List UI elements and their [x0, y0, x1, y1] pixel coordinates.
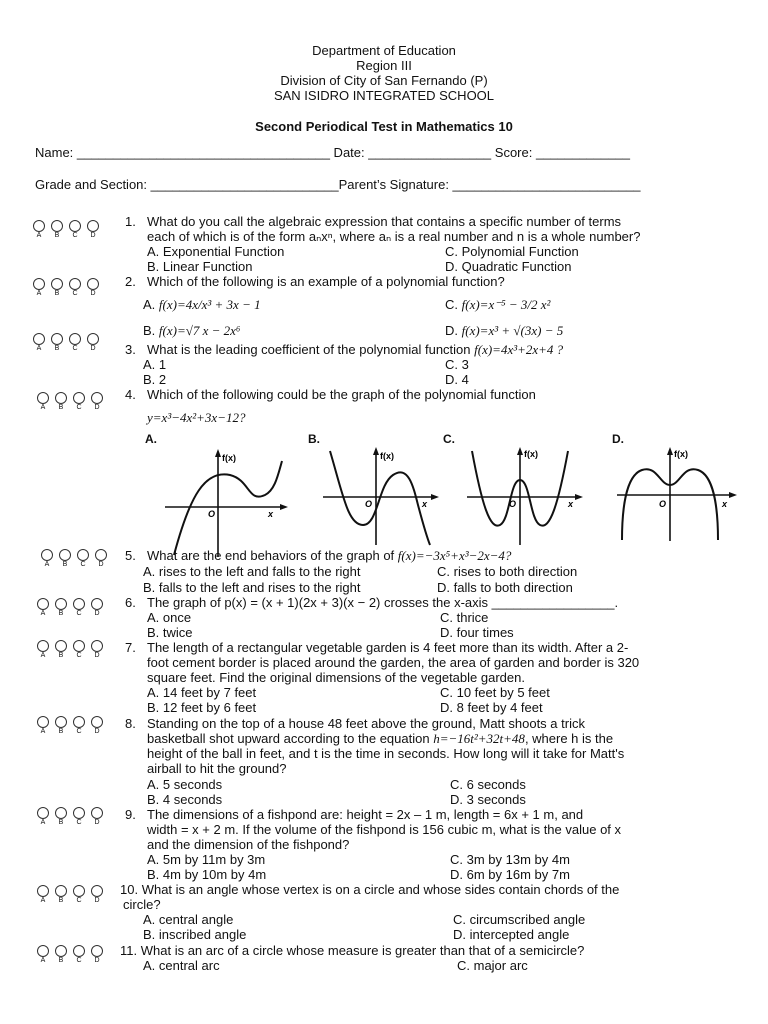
bubble-letter: D	[94, 404, 100, 411]
q1-option-d[interactable]: D. Quadratic Function	[445, 259, 572, 274]
bubble-letter: C	[80, 561, 86, 568]
question-10: 10. What is an angle whose vertex is on a circle and whose sides contain chords of the	[120, 882, 620, 897]
bubble-letter: D	[90, 290, 96, 297]
bubble-circle[interactable]	[87, 220, 99, 232]
bubble-letter: D	[94, 610, 100, 617]
answer-bubble[interactable]	[54, 807, 68, 827]
answer-bubble[interactable]	[68, 333, 82, 353]
q1-option-c[interactable]: C. Polynomial Function	[445, 244, 579, 259]
graph-c-x-label: x	[568, 499, 574, 509]
bubble-circle[interactable]	[95, 549, 107, 561]
q6-option-d[interactable]: D. four times	[440, 625, 514, 640]
bubble-letter: B	[54, 232, 60, 239]
question-8: 8. Standing on the top of a house 48 feet above the ground, Matt shoots a trick	[125, 716, 585, 731]
bubble-circle[interactable]	[69, 278, 81, 290]
bubble-circle[interactable]	[91, 598, 103, 610]
bubble-circle[interactable]	[73, 807, 85, 819]
bubble-letter: A	[40, 610, 46, 617]
bubble-circle[interactable]	[51, 278, 63, 290]
answer-bubbles-q10[interactable]	[36, 885, 104, 905]
bubble-circle[interactable]	[55, 640, 67, 652]
question-8-line2: basketball shot upward according to the equation h=−16t²+32t+48, where h is the	[147, 731, 614, 746]
answer-bubble[interactable]	[54, 392, 68, 412]
question-8-line3: height of the ball in feet, and t is the time in seconds. How long will it take for Matt's	[147, 746, 625, 761]
bubble-circle[interactable]	[91, 807, 103, 819]
q2-option-a-expr: f(x)=4x/x³ + 3x − 1	[158, 297, 261, 312]
q9-option-b[interactable]: B. 4m by 10m by 4m	[147, 867, 267, 882]
q10-option-b[interactable]: B. inscribed angle	[143, 927, 247, 942]
bubble-circle[interactable]	[87, 278, 99, 290]
q5-option-d[interactable]: D. falls to both direction	[437, 580, 573, 595]
bubble-letter: C	[76, 652, 82, 659]
q8-option-c[interactable]: C. 6 seconds	[450, 777, 526, 792]
answer-bubbles-q4[interactable]	[36, 392, 104, 412]
answer-bubble[interactable]	[86, 278, 100, 298]
question-9-line2: width = x + 2 m. If the volume of the fishpond is 156 cubic m, what is the value of x	[147, 822, 622, 837]
q3-option-d[interactable]: D. 4	[445, 372, 469, 387]
bubble-letter: C	[72, 232, 78, 239]
header-division: Division of City of San Fernando (P)	[280, 73, 488, 88]
header-department: Department of Education	[312, 43, 456, 58]
answer-bubbles-q9[interactable]	[36, 807, 104, 827]
bubble-letter: D	[98, 561, 104, 568]
q4-function-expr: y=x³−4x²+3x−12?	[147, 410, 246, 425]
q9-option-c[interactable]: C. 3m by 13m by 4m	[450, 852, 570, 867]
bubble-circle[interactable]	[51, 333, 63, 345]
q4-graph-b[interactable]	[318, 445, 443, 550]
answer-bubble[interactable]	[72, 885, 86, 905]
bubble-circle[interactable]	[73, 598, 85, 610]
graph-b-origin-label: O	[365, 499, 373, 509]
question-1: 1. What do you call the algebraic expression that contains a specific number of terms	[125, 214, 622, 229]
answer-bubbles-q7[interactable]	[36, 640, 104, 660]
bubble-circle[interactable]	[37, 945, 49, 957]
answer-bubble[interactable]	[36, 945, 50, 965]
q6-option-a[interactable]: A. once	[147, 610, 192, 625]
answer-bubble[interactable]	[50, 220, 64, 240]
bubble-letter: A	[40, 819, 46, 826]
bubble-circle[interactable]	[33, 278, 45, 290]
answer-bubbles-q11[interactable]	[36, 945, 104, 965]
bubble-circle[interactable]	[37, 716, 49, 728]
question-9: 9. The dimensions of a fishpond are: height = 2x – 1 m, length = 6x + 1 m, and	[125, 807, 584, 822]
answer-bubble[interactable]	[36, 640, 50, 660]
q4-graph-label-b[interactable]: B.	[308, 432, 320, 446]
answer-bubble[interactable]	[50, 278, 64, 298]
q7-option-d[interactable]: D. 8 feet by 4 feet	[440, 700, 543, 715]
answer-bubble[interactable]	[32, 220, 46, 240]
bubble-letter: C	[76, 819, 82, 826]
q8-option-a[interactable]: A. 5 seconds	[147, 777, 223, 792]
bubble-letter: B	[58, 404, 64, 411]
answer-bubble[interactable]	[36, 598, 50, 618]
grade-signature-line[interactable]: Grade and Section: __________________________Parent’s Signature: __________________________	[35, 177, 641, 192]
answer-bubble[interactable]	[90, 885, 104, 905]
bubble-letter: B	[54, 290, 60, 297]
bubble-circle[interactable]	[37, 640, 49, 652]
bubble-circle[interactable]	[77, 549, 89, 561]
bubble-circle[interactable]	[73, 640, 85, 652]
answer-bubble[interactable]	[72, 392, 86, 412]
bubble-circle[interactable]	[91, 640, 103, 652]
bubble-circle[interactable]	[55, 885, 67, 897]
bubble-letter: A	[40, 897, 46, 904]
bubble-letter: B	[58, 897, 64, 904]
q4-graph-label-c[interactable]: C.	[443, 432, 455, 446]
q6-option-c[interactable]: C. thrice	[440, 610, 489, 625]
header-region: Region III	[356, 58, 412, 73]
answer-bubble[interactable]	[54, 945, 68, 965]
bubble-circle[interactable]	[73, 885, 85, 897]
bubble-circle[interactable]	[91, 392, 103, 404]
bubble-letter: C	[76, 957, 82, 964]
answer-bubble[interactable]	[86, 333, 100, 353]
q2-option-c-expr: f(x)=x⁻⁵ − 3/2 x²	[461, 297, 551, 312]
answer-bubble[interactable]	[32, 278, 46, 298]
bubble-circle[interactable]	[33, 220, 45, 232]
answer-bubble[interactable]	[68, 220, 82, 240]
q3-option-c[interactable]: C. 3	[445, 357, 469, 372]
answer-bubble[interactable]	[36, 392, 50, 412]
bubble-letter: B	[54, 345, 60, 352]
bubble-letter: C	[76, 728, 82, 735]
bubble-circle[interactable]	[37, 885, 49, 897]
graph-d-x-label: x	[722, 499, 728, 509]
answer-bubbles-q2[interactable]	[32, 278, 100, 298]
bubble-letter: A	[36, 232, 42, 239]
answer-bubble[interactable]	[72, 640, 86, 660]
bubble-letter: A	[40, 728, 46, 735]
question-1-line2: each of which is of the form aₙxⁿ, where aₙ is a real number and n is a whole number?	[147, 229, 641, 244]
answer-bubble[interactable]	[90, 640, 104, 660]
answer-bubble[interactable]	[76, 549, 90, 569]
bubble-letter: C	[76, 610, 82, 617]
answer-bubbles-q6[interactable]	[36, 598, 104, 618]
answer-bubble[interactable]	[72, 807, 86, 827]
q8-option-d[interactable]: D. 3 seconds	[450, 792, 526, 807]
question-6: 6. The graph of p(x) = (x + 1)(2x + 3)(x − 2) crosses the x-axis _________________.	[125, 595, 619, 610]
bubble-circle[interactable]	[55, 716, 67, 728]
question-4: 4. Which of the following could be the graph of the polynomial function	[125, 387, 536, 402]
answer-bubble[interactable]	[90, 945, 104, 965]
bubble-letter: B	[58, 819, 64, 826]
answer-bubble[interactable]	[54, 640, 68, 660]
bubble-letter: B	[62, 561, 68, 568]
question-9-line3: and the dimension of the fishpond?	[147, 837, 350, 852]
graph-b-x-label: x	[422, 499, 428, 509]
q7-option-b[interactable]: B. 12 feet by 6 feet	[147, 700, 257, 715]
q2-option-a[interactable]: A. f(x)=4x/x³ + 3x − 1	[143, 297, 261, 312]
graph-a-x-label: x	[268, 509, 274, 519]
bubble-letter: C	[72, 345, 78, 352]
answer-bubble[interactable]	[90, 807, 104, 827]
bubble-letter: C	[72, 290, 78, 297]
bubble-letter: D	[94, 819, 100, 826]
q7-option-c[interactable]: C. 10 feet by 5 feet	[440, 685, 550, 700]
q1-option-a[interactable]: A. Exponential Function	[147, 244, 285, 259]
q2-option-d-expr: f(x)=x³ + √(3x) − 5	[461, 323, 564, 338]
bubble-letter: A	[40, 652, 46, 659]
q7-option-a[interactable]: A. 14 feet by 7 feet	[147, 685, 257, 700]
bubble-circle[interactable]	[33, 333, 45, 345]
bubble-circle[interactable]	[87, 333, 99, 345]
bubble-letter: A	[36, 345, 42, 352]
q5-function-expr: f(x)=−3x⁵+x³−2x−4?	[397, 548, 512, 563]
q5-option-a[interactable]: A. rises to the left and falls to the right	[143, 564, 361, 579]
q4-graph-d[interactable]	[612, 445, 742, 545]
name-date-score-line[interactable]: Name: ___________________________________ Date: _________________ Score: _____________	[35, 145, 630, 160]
bubble-letter: C	[76, 404, 82, 411]
q3-option-b[interactable]: B. 2	[143, 372, 167, 387]
bubble-letter: D	[94, 897, 100, 904]
q5-option-c[interactable]: C. rises to both direction	[437, 564, 578, 579]
bubble-circle[interactable]	[91, 945, 103, 957]
bubble-circle[interactable]	[37, 807, 49, 819]
graph-d-y-label: f(x)	[674, 449, 688, 459]
answer-bubble[interactable]	[54, 598, 68, 618]
q2-option-b[interactable]: B. f(x)=√7 x − 2x⁶	[143, 323, 241, 338]
graph-c-y-label: f(x)	[524, 449, 538, 459]
bubble-circle[interactable]	[37, 392, 49, 404]
bubble-circle[interactable]	[59, 549, 71, 561]
question-3: 3. What is the leading coefficient of the polynomial function f(x)=4x³+2x+4 ?	[125, 342, 564, 357]
bubble-letter: D	[90, 232, 96, 239]
answer-bubble[interactable]	[68, 278, 82, 298]
graph-c-origin-label: O	[509, 499, 517, 509]
answer-bubbles-q1[interactable]	[32, 220, 100, 240]
q11-option-c[interactable]: C. major arc	[457, 958, 528, 973]
q4-graph-c[interactable]	[462, 445, 587, 550]
answer-bubbles-q8[interactable]	[36, 716, 104, 736]
bubble-circle[interactable]	[55, 392, 67, 404]
question-5: 5. What are the end behaviors of the graph of f(x)=−3x⁵+x³−2x−4?	[125, 548, 512, 563]
bubble-circle[interactable]	[73, 945, 85, 957]
answer-bubble[interactable]	[86, 220, 100, 240]
test-title: Second Periodical Test in Mathematics 10	[255, 119, 513, 134]
bubble-circle[interactable]	[55, 945, 67, 957]
answer-bubble[interactable]	[72, 716, 86, 736]
bubble-letter: B	[58, 957, 64, 964]
bubble-letter: B	[58, 652, 64, 659]
question-11: 11. What is an arc of a circle whose measure is greater than that of a semicircle?	[120, 943, 585, 958]
bubble-letter: B	[58, 728, 64, 735]
bubble-letter: A	[40, 957, 46, 964]
q8-option-b[interactable]: B. 4 seconds	[147, 792, 223, 807]
answer-bubble[interactable]	[40, 549, 54, 569]
answer-bubble[interactable]	[54, 885, 68, 905]
q3-function-expr: f(x)=4x³+2x+4 ?	[474, 342, 564, 357]
bubble-letter: A	[40, 404, 46, 411]
q1-option-b[interactable]: B. Linear Function	[147, 259, 253, 274]
q5-option-b[interactable]: B. falls to the left and rises to the right	[143, 580, 361, 595]
answer-bubble[interactable]	[50, 333, 64, 353]
bubble-circle[interactable]	[73, 392, 85, 404]
question-7-line2: foot cement border is placed around the garden, the area of garden and border is 320	[147, 655, 640, 670]
answer-bubble[interactable]	[36, 807, 50, 827]
q2-option-b-expr: f(x)=√7 x − 2x⁶	[158, 323, 241, 338]
bubble-circle[interactable]	[55, 807, 67, 819]
question-7: 7. The length of a rectangular vegetable garden is 4 feet more than its width. After a 2-	[125, 640, 629, 655]
graph-a-y-label: f(x)	[222, 453, 236, 463]
q10-option-a[interactable]: A. central angle	[143, 912, 234, 927]
bubble-circle[interactable]	[37, 598, 49, 610]
graph-a-origin-label: O	[208, 509, 216, 519]
bubble-circle[interactable]	[69, 220, 81, 232]
q9-option-d[interactable]: D. 6m by 16m by 7m	[450, 867, 570, 882]
bubble-circle[interactable]	[55, 598, 67, 610]
answer-bubble[interactable]	[72, 945, 86, 965]
graph-d-origin-label: O	[659, 499, 667, 509]
bubble-circle[interactable]	[51, 220, 63, 232]
q4-graph-label-d[interactable]: D.	[612, 432, 624, 446]
graph-b-y-label: f(x)	[380, 451, 394, 461]
bubble-circle[interactable]	[41, 549, 53, 561]
bubble-letter: A	[44, 561, 50, 568]
q9-option-a[interactable]: A. 5m by 11m by 3m	[147, 852, 266, 867]
q6-option-b[interactable]: B. twice	[147, 625, 193, 640]
q4-graph-a[interactable]	[160, 445, 290, 560]
bubble-circle[interactable]	[69, 333, 81, 345]
bubble-circle[interactable]	[91, 716, 103, 728]
answer-bubble[interactable]	[94, 549, 108, 569]
question-8-line4: airball to hit the ground?	[147, 761, 287, 776]
q10-option-c[interactable]: C. circumscribed angle	[453, 912, 586, 927]
q8-equation-expr: h=−16t²+32t+48	[433, 731, 525, 746]
bubble-letter: D	[94, 957, 100, 964]
answer-bubble[interactable]	[58, 549, 72, 569]
bubble-letter: A	[36, 290, 42, 297]
answer-bubble[interactable]	[90, 716, 104, 736]
bubble-circle[interactable]	[91, 885, 103, 897]
bubble-circle[interactable]	[73, 716, 85, 728]
question-2: 2. Which of the following is an example of a polynomial function?	[125, 274, 505, 289]
answer-bubbles-q5[interactable]	[40, 549, 108, 569]
q11-option-a[interactable]: A. central arc	[143, 958, 220, 973]
q2-option-d[interactable]: D. f(x)=x³ + √(3x) − 5	[445, 323, 564, 338]
answer-bubble[interactable]	[72, 598, 86, 618]
answer-bubble[interactable]	[36, 716, 50, 736]
bubble-letter: D	[90, 345, 96, 352]
answer-bubble[interactable]	[90, 598, 104, 618]
bubble-letter: D	[94, 652, 100, 659]
answer-bubble[interactable]	[36, 885, 50, 905]
q10-option-d[interactable]: D. intercepted angle	[453, 927, 570, 942]
answer-bubble[interactable]	[54, 716, 68, 736]
q4-graph-label-a[interactable]: A.	[145, 432, 157, 446]
question-7-line3: square feet. Find the original dimensions of the vegetable garden.	[147, 670, 525, 685]
answer-bubble[interactable]	[90, 392, 104, 412]
header-school: SAN ISIDRO INTEGRATED SCHOOL	[273, 88, 495, 103]
q2-option-c[interactable]: C. f(x)=x⁻⁵ − 3/2 x²	[445, 297, 551, 312]
q3-option-a[interactable]: A. 1	[143, 357, 167, 372]
bubble-letter: B	[58, 610, 64, 617]
bubble-letter: D	[94, 728, 100, 735]
bubble-letter: C	[76, 897, 82, 904]
answer-bubble[interactable]	[32, 333, 46, 353]
question-10-line2: circle?	[123, 897, 161, 912]
answer-bubbles-q3[interactable]	[32, 333, 100, 353]
